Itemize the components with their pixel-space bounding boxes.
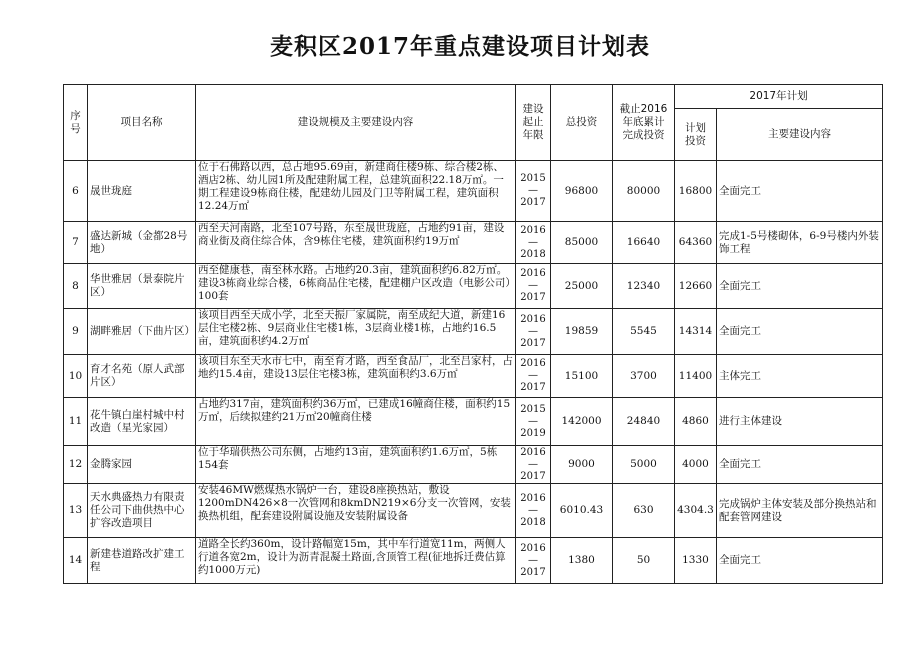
row-plan-content: 进行主体建设: [717, 398, 883, 446]
period-start: 2016: [520, 313, 546, 325]
row-completed-investment: 630: [613, 484, 675, 538]
row-scale: 位于石佛路以西，总占地95.69亩，新建商住楼9栋、综合楼2栋、酒店2栋、幼儿园1所及配建附属工程，总建筑面积22.18万㎡。一期工程建设9栋商住楼，配建幼儿园及门卫等附属工程，建筑面积12.24万㎡: [196, 161, 516, 222]
row-scale: 占地约317亩，建筑面积约36万㎡，已建成16幢商住楼，面积约15万㎡，后续拟建约21万㎡20幢商住楼: [196, 398, 516, 446]
period-dash: —: [528, 504, 538, 516]
period-end: 2017: [520, 197, 546, 208]
row-period: [516, 222, 551, 264]
row-completed-investment: 5000: [613, 446, 675, 484]
period-start: 2016: [520, 542, 546, 554]
row-seq: 13: [64, 484, 88, 538]
row-total-investment: 96800: [551, 161, 613, 222]
header-total-investment: 总投资: [551, 85, 613, 161]
row-total-investment: 15100: [551, 355, 613, 398]
row-total-investment: 6010.43: [551, 484, 613, 538]
table-row: [64, 484, 883, 538]
row-plan-content: 全面完工: [717, 264, 883, 309]
table-row: [64, 222, 883, 264]
row-completed-investment: 5545: [613, 309, 675, 355]
row-completed-investment: 12340: [613, 264, 675, 309]
row-scale: 位于华瑞供热公司东侧，占地约13亩，建筑面积约1.6万㎡，5栋154套: [196, 446, 516, 484]
table-row: [64, 161, 883, 222]
row-plan-content: 完成锅炉主体安装及部分换热站和配套管网建设: [717, 484, 883, 538]
row-period: [516, 309, 551, 355]
table-row: [64, 446, 883, 484]
row-plan-content: 全面完工: [717, 538, 883, 584]
period-start: 2016: [520, 492, 546, 504]
row-scale: 该项目西至天成小学，北至天振厂家属院，南至成纪大道，新建16层住宅楼2栋、9层商业住宅楼1栋，3层商业楼1栋，占地约16.5亩，建筑面积约4.2万㎡: [196, 309, 516, 355]
row-plan-investment: 14314: [675, 309, 717, 355]
row-total-investment: 25000: [551, 264, 613, 309]
period-dash: —: [528, 280, 538, 291]
row-plan-content: 完成1-5号楼砌体，6-9号楼内外装饰工程: [717, 222, 883, 264]
row-total-investment: 1380: [551, 538, 613, 584]
row-seq: 8: [64, 264, 88, 309]
period-dash: —: [528, 370, 538, 381]
period-end: 2017: [520, 292, 546, 303]
row-project-name: 新建巷道路改扩建工程: [88, 538, 196, 584]
row-period: [516, 484, 551, 538]
row-seq: 11: [64, 398, 88, 446]
row-completed-investment: 80000: [613, 161, 675, 222]
period-start: 2016: [520, 224, 546, 236]
row-scale: 西至健康巷，南至林水路。占地约20.3亩，建筑面积约6.82万㎡。建设3栋商业综合楼，6栋商品住宅楼，配建棚户区改造（电影公司）100套: [196, 264, 516, 309]
row-project-name: 花牛镇白崖村城中村改造（星光家园）: [88, 398, 196, 446]
row-plan-content: 全面完工: [717, 161, 883, 222]
header-scale: 建设规模及主要建设内容: [196, 85, 516, 161]
row-seq: 14: [64, 538, 88, 584]
period-start: 2016: [520, 268, 546, 279]
period-end: 2019: [520, 427, 546, 439]
row-period: [516, 446, 551, 484]
row-total-investment: 19859: [551, 309, 613, 355]
period-start: 2015: [520, 403, 546, 415]
row-plan-investment: 4860: [675, 398, 717, 446]
row-project-name: 金腾家园: [88, 446, 196, 484]
row-seq: 7: [64, 222, 88, 264]
row-project-name: 盛达新城（金都28号地）: [88, 222, 196, 264]
period-end: 2017: [520, 337, 546, 349]
row-scale: 西至天河南路，北至107号路，东至晟世珑庭，占地约91亩，建设商业街及商住综合体，含9栋住宅楼，建筑面积约19万㎡: [196, 222, 516, 264]
row-plan-investment: 12660: [675, 264, 717, 309]
period-dash: —: [528, 415, 538, 427]
row-project-name: 晟世珑庭: [88, 161, 196, 222]
row-plan-content: 全面完工: [717, 309, 883, 355]
page-title: 麦积区2017年重点建设项目计划表: [269, 33, 650, 60]
table-row: [64, 355, 883, 398]
row-total-investment: 142000: [551, 398, 613, 446]
row-total-investment: 85000: [551, 222, 613, 264]
row-scale: 安装46MW燃煤热水锅炉一台，建设8座换热站，敷设1200mDN426×8一次管网和8kmDN219×6分支一次管网，安装换热机组，配套建设附属设施及安装附属设备: [196, 484, 516, 538]
row-completed-investment: 24840: [613, 398, 675, 446]
period-dash: —: [528, 236, 538, 248]
header-seq: 序 号: [64, 85, 88, 161]
period-start: 2016: [520, 446, 546, 458]
row-plan-content: 全面完工: [717, 446, 883, 484]
header-plan-2017: 2017年计划: [675, 85, 883, 109]
row-seq: 12: [64, 446, 88, 484]
row-plan-investment: 16800: [675, 161, 717, 222]
row-plan-investment: 4000: [675, 446, 717, 484]
period-end: 2018: [520, 248, 546, 260]
row-project-name: 华世雅居（景泰院片区）: [88, 264, 196, 309]
row-plan-content: 主体完工: [717, 355, 883, 398]
header-plan-content: 主要建设内容: [717, 109, 883, 161]
row-project-name: 天水典盛热力有限责任公司下曲供热中心扩容改造项目: [88, 484, 196, 538]
row-project-name: 湖畔雅居（下曲片区）: [88, 309, 196, 355]
period-dash: —: [528, 554, 538, 566]
period-dash: —: [528, 325, 538, 337]
period-end: 2017: [520, 382, 546, 393]
row-seq: 10: [64, 355, 88, 398]
row-plan-investment: 64360: [675, 222, 717, 264]
row-completed-investment: 50: [613, 538, 675, 584]
row-plan-investment: 4304.3: [675, 484, 717, 538]
period-dash: —: [528, 185, 538, 196]
header-period: 建设 起止 年限: [516, 85, 551, 161]
row-total-investment: 9000: [551, 446, 613, 484]
row-period: [516, 264, 551, 309]
row-completed-investment: 3700: [613, 355, 675, 398]
table-row: [64, 264, 883, 309]
period-start: 2016: [520, 358, 546, 369]
row-seq: 9: [64, 309, 88, 355]
row-period: [516, 398, 551, 446]
period-start: 2015: [520, 173, 546, 184]
table-row: [64, 309, 883, 355]
row-plan-investment: 1330: [675, 538, 717, 584]
row-period: [516, 161, 551, 222]
table-row: [64, 398, 883, 446]
header-plan-investment: 计划 投资: [675, 109, 717, 161]
row-plan-investment: 11400: [675, 355, 717, 398]
table-row: [64, 538, 883, 584]
row-project-name: 育才名苑（原人武部片区）: [88, 355, 196, 398]
period-end: 2017: [520, 566, 546, 578]
row-period: [516, 355, 551, 398]
header-project-name: 项目名称: [88, 85, 196, 161]
header-completed-investment: 截止2016 年底累计 完成投资: [613, 85, 675, 161]
row-period: [516, 538, 551, 584]
period-dash: —: [528, 458, 538, 470]
row-seq: 6: [64, 161, 88, 222]
row-scale: 该项目东至天水市七中，南至育才路，西至食品厂，北至吕家村，占地约15.4亩，建设13层住宅楼3栋，建筑面积约3.6万㎡: [196, 355, 516, 398]
project-plan-table: [63, 84, 883, 584]
period-end: 2018: [520, 516, 546, 528]
period-end: 2017: [520, 470, 546, 482]
row-scale: 道路全长约360m，设计路幅宽15m，其中车行道宽11m，两侧人行道各宽2m，设计为沥青混凝土路面,含顶管工程(征地拆迁费估算约1000万元): [196, 538, 516, 584]
row-completed-investment: 16640: [613, 222, 675, 264]
